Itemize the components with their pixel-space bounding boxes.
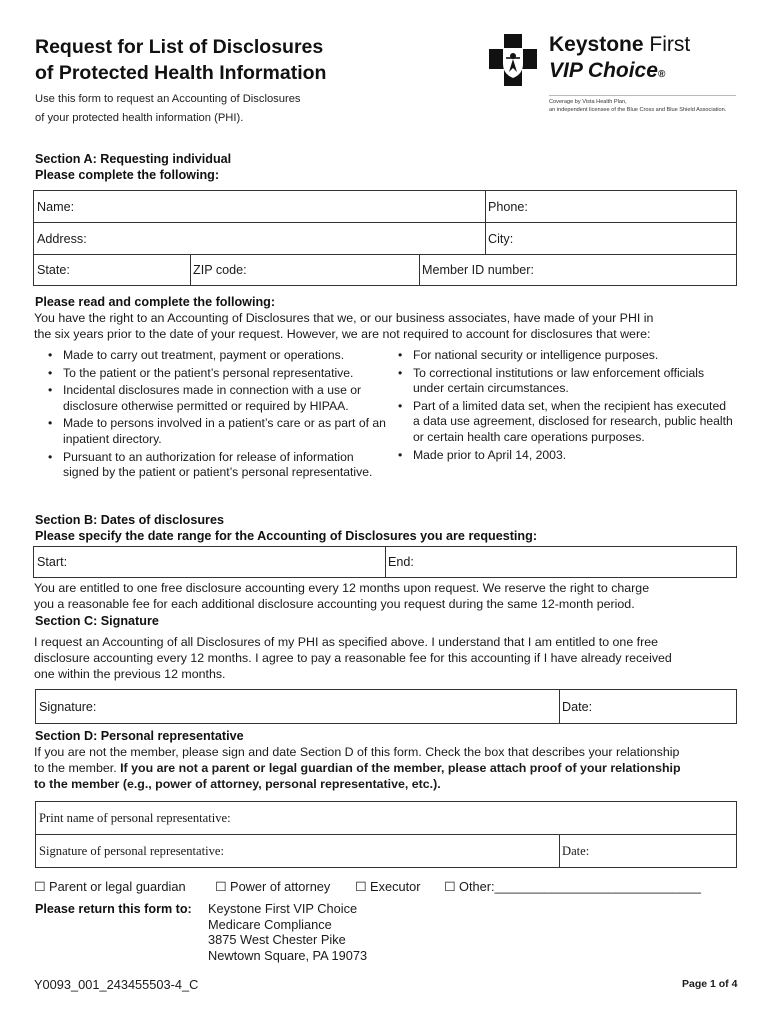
- rep-date-label: Date:: [562, 843, 590, 858]
- name-label: Name:: [37, 199, 75, 214]
- return-address-line-4: Newtown Square, PA 19073: [208, 947, 368, 963]
- list-item: • Made to carry out treatment, payment or operations.: [36, 348, 386, 364]
- city-label: City:: [488, 231, 514, 246]
- list-item: • Made prior to April 14, 2003.: [386, 448, 736, 464]
- coverage-line-1: Coverage by Vista Health Plan,: [549, 99, 627, 105]
- checkbox-power-of-attorney[interactable]: ☐ Power of attorney: [215, 879, 331, 894]
- logo-name-bold: Keystone: [549, 33, 644, 56]
- right-bullet-list: [386, 348, 736, 465]
- checkbox-executor[interactable]: ☐ Executor: [355, 879, 421, 894]
- cross-shield-logo-icon: [489, 34, 537, 86]
- note-line-2: you a reasonable fee for each additional disclosure accounting you request during the same 12-month period.: [34, 597, 635, 611]
- company-logo: [489, 32, 739, 122]
- intro-text: [35, 90, 365, 128]
- address-label: Address:: [37, 231, 87, 246]
- date-range-table: [33, 546, 737, 578]
- intro-line-2: of your protected health information (PHI).: [35, 112, 244, 124]
- return-address-line-3: 3875 West Chester Pike: [208, 932, 346, 948]
- phone-field[interactable]: [485, 191, 736, 222]
- read-paragraph: [34, 310, 734, 342]
- list-item: • Incidental disclosures made in connection with a use or disclosure otherwise permitted or required by HIPAA.: [36, 383, 386, 414]
- section-d-line-3: to the member (e.g., power of attorney, personal representative, etc.).: [34, 777, 441, 791]
- logo-name-line-1: [549, 33, 690, 57]
- page-title: [35, 34, 326, 86]
- section-b-heading: Section B: Dates of disclosures: [35, 513, 224, 527]
- form-code: Y0093_001_243455503-4_C: [34, 977, 199, 992]
- note-line-1: You are entitled to one free disclosure accounting every 12 months upon request. We reserve the right to charge: [34, 581, 650, 595]
- section-d-line-1: If you are not the member, please sign and date Section D of this form. Check the box that describes your relationship: [34, 745, 680, 759]
- read-line-2: the six years prior to the date of your request. However, we are not required to account for disclosures that were:: [34, 327, 651, 341]
- print-name-label: Print name of personal representative:: [39, 810, 231, 825]
- coverage-text: [549, 98, 726, 114]
- list-item: • Pursuant to an authorization for release of information signed by the patient or patient’s personal representative.: [36, 450, 386, 481]
- section-d-line-2: [34, 760, 734, 776]
- section-c-line-1: I request an Accounting of all Disclosures of my PHI as specified above. I understand that I am entitled to one free: [34, 635, 659, 649]
- page-number: Page 1 of 4: [682, 978, 738, 990]
- signature-label: Signature:: [39, 699, 97, 714]
- list-item: • Part of a limited data set, when the recipient has executed a data use agreement, disclosed for research, public health or certain health care operations purposes.: [386, 399, 736, 446]
- address-field[interactable]: [34, 223, 485, 254]
- zip-label: ZIP code:: [193, 263, 247, 277]
- section-d-heading: Section D: Personal representative: [35, 729, 244, 743]
- section-c-line-2: disclosure accounting every 12 months. I agree to pay a reasonable fee for this accounting if I have already received: [34, 651, 672, 665]
- section-a-subheading: Please complete the following:: [35, 168, 220, 182]
- checkbox-other[interactable]: ☐ Other:_____________________________: [444, 879, 701, 894]
- rep-signature-label: Signature of personal representative:: [39, 843, 224, 858]
- logo-divider: [549, 95, 736, 96]
- print-name-field[interactable]: [36, 802, 736, 834]
- section-b-subheading: Please specify the date range for the Accounting of Disclosures you are requesting:: [35, 529, 538, 543]
- trademark-symbol: ®: [657, 69, 666, 80]
- section-d-line-2-bold: If you are not a parent or legal guardian of the member, please attach proof of your relationship: [120, 761, 681, 775]
- member-id-field[interactable]: [419, 255, 736, 285]
- list-item: • Made to persons involved in a patient’s care or as part of an inpatient directory.: [36, 416, 386, 447]
- section-a-table: [33, 190, 737, 286]
- return-address-line-1: Keystone First VIP Choice: [208, 901, 358, 916]
- intro-line-1: Use this form to request an Accounting of Disclosures: [35, 93, 301, 105]
- logo-name-line-2: [549, 59, 665, 83]
- logo-product-name: VIP Choice: [549, 59, 658, 82]
- state-label: State:: [37, 263, 70, 277]
- section-c-heading: Section C: Signature: [35, 614, 159, 628]
- list-item: • To correctional institutions or law enforcement officials under certain circumstances.: [386, 366, 736, 397]
- date-label: Date:: [562, 699, 593, 714]
- start-date-field[interactable]: [34, 547, 385, 577]
- return-address-line-2: Medicare Compliance: [208, 916, 332, 932]
- logo-name-light: First: [649, 33, 691, 56]
- zip-field[interactable]: [190, 255, 419, 285]
- rep-date-field[interactable]: [559, 835, 736, 867]
- read-line-1: You have the right to an Accounting of Disclosures that we, or our business associates, have made of your PHI in: [34, 311, 654, 325]
- return-address: [208, 901, 367, 963]
- section-d-line-2-normal: to the member.: [34, 761, 117, 775]
- return-label: Please return this form to:: [35, 902, 192, 916]
- state-field[interactable]: [34, 255, 190, 285]
- signature-table: [35, 689, 737, 724]
- list-item: • To the patient or the patient’s personal representative.: [36, 366, 386, 382]
- read-heading: Please read and complete the following:: [35, 295, 276, 309]
- section-b-note: [34, 580, 734, 612]
- date-field[interactable]: [559, 690, 736, 723]
- coverage-line-2: an independent licensee of the Blue Cross and Blue Shield Association.: [549, 107, 727, 113]
- title-line-2: of Protected Health Information: [35, 62, 327, 84]
- list-item: • For national security or intelligence purposes.: [386, 348, 736, 364]
- section-c-paragraph: [34, 634, 734, 682]
- member-id-label: Member ID number:: [422, 263, 534, 277]
- signature-field[interactable]: [36, 690, 559, 723]
- city-field[interactable]: [485, 223, 736, 254]
- left-bullet-list: [36, 348, 386, 483]
- start-label: Start:: [37, 555, 68, 569]
- end-date-field[interactable]: [385, 547, 736, 577]
- phone-label: Phone:: [488, 199, 528, 214]
- title-line-1: Request for List of Disclosures: [35, 36, 324, 58]
- checkbox-parent-guardian[interactable]: ☐ Parent or legal guardian: [34, 879, 186, 894]
- section-a-heading: Section A: Requesting individual: [35, 152, 232, 166]
- end-label: End:: [388, 555, 414, 569]
- name-field[interactable]: [34, 191, 485, 222]
- section-d-paragraph: [34, 744, 734, 792]
- rep-signature-field[interactable]: [36, 835, 559, 867]
- section-c-line-3: one within the previous 12 months.: [34, 667, 226, 681]
- representative-table: [35, 801, 737, 868]
